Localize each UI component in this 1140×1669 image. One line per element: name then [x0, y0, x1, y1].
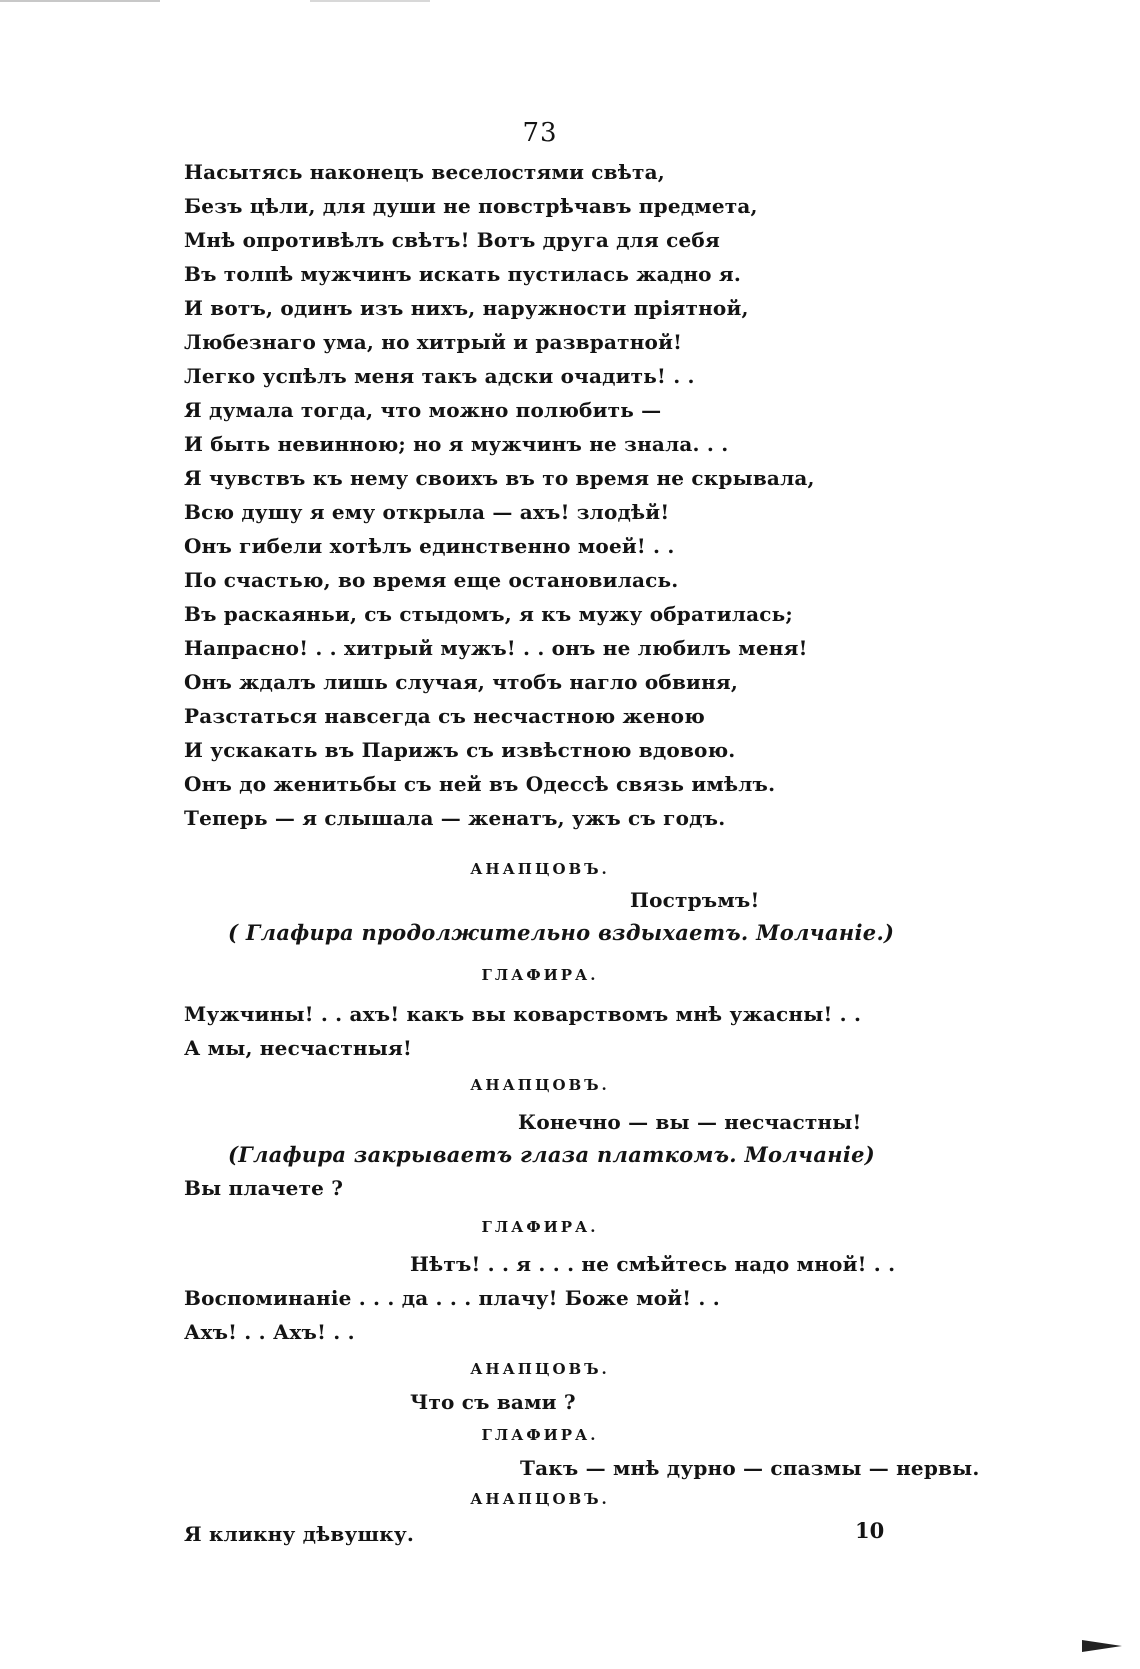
verse-line: Теперь — я слышала — женатъ, ужъ съ годъ. [184, 806, 726, 830]
speaker-heading: АНАПЦОВЪ. [470, 860, 610, 878]
verse-line: По счастью, во время еще остановилась. [184, 568, 679, 592]
page-corner-mark [1082, 1640, 1122, 1652]
verse-line: Мнѣ опротивѣлъ свѣтъ! Вотъ друга для себя [184, 228, 720, 252]
verse-line: Онъ до женитьбы съ ней въ Одессѣ связь имѣлъ. [184, 772, 776, 796]
verse-line: Насытясь наконецъ веселостями свѣта, [184, 160, 665, 184]
speech-line: Я кликну дѣвушку. [184, 1522, 415, 1546]
verse-line: И ускакать въ Парижъ съ извѣстною вдовою. [184, 738, 736, 762]
verse-line: Напрасно! . . хитрый мужъ! . . онъ не любилъ меня! [184, 636, 808, 660]
verse-line: Въ раскаяньи, съ стыдомъ, я къ мужу обратилась; [184, 602, 793, 626]
verse-line: Я чувствъ къ нему своихъ въ то время не скрывала, [184, 466, 815, 490]
verse-line: Любезнаго ума, но хитрый и развратной! [184, 330, 683, 354]
verse-line: И быть невинною; но я мужчинъ не знала. . . [184, 432, 729, 456]
speaker-heading: АНАПЦОВЪ. [470, 1076, 610, 1094]
speech-line: Ахъ! . . Ахъ! . . [184, 1320, 355, 1344]
speech-line: Вы плачете ? [184, 1176, 344, 1200]
speaker-heading: ГЛАФИРА. [481, 1218, 599, 1236]
speech-line: Мужчины! . . ахъ! какъ вы коварствомъ мнѣ ужасны! . . [184, 1002, 862, 1026]
speaker-heading: ГЛАФИРА. [481, 1426, 599, 1444]
speaker-heading: ГЛАФИРА. [481, 966, 599, 984]
speech-line: Конечно — вы — несчастны! [518, 1110, 862, 1134]
page-edge-rule [310, 0, 430, 2]
verse-line: Безъ цѣли, для души не повстрѣчавъ предмета, [184, 194, 758, 218]
page-number: 73 [522, 118, 558, 148]
stage-direction: ( Глафира продолжительно вздыхаетъ. Молчаніе.) [228, 920, 895, 945]
speech-line: Такъ — мнѣ дурно — спазмы — нервы. [520, 1456, 980, 1480]
signature-mark: 10 [855, 1518, 885, 1543]
verse-line: Онъ гибели хотѣлъ единственно моей! . . [184, 534, 675, 558]
verse-line: Всю душу я ему открыла — ахъ! злодѣй! [184, 500, 670, 524]
verse-line: Въ толпѣ мужчинъ искать пустилась жадно я. [184, 262, 742, 286]
stage-direction: (Глафира закрываетъ глаза платкомъ. Молчаніе) [228, 1142, 876, 1167]
verse-line: Легко успѣлъ меня такъ адски очадить! . . [184, 364, 695, 388]
verse-line: Разстаться навсегда съ несчастною женою [184, 704, 705, 728]
speech-line: Что съ вами ? [410, 1390, 576, 1414]
speech-line: Нѣтъ! . . я . . . не смѣйтесь надо мной! . . [410, 1252, 896, 1276]
speaker-heading: АНАПЦОВЪ. [470, 1360, 610, 1378]
speech-line: Постръмъ! [630, 888, 760, 912]
verse-line: Онъ ждалъ лишь случая, чтобъ нагло обвиня, [184, 670, 739, 694]
speech-line: А мы, несчастныя! [184, 1036, 412, 1060]
speaker-heading: АНАПЦОВЪ. [470, 1490, 610, 1508]
verse-line: И вотъ, одинъ изъ нихъ, наружности пріятной, [184, 296, 749, 320]
page-edge-rule [0, 0, 160, 2]
speech-line: Воспоминаніе . . . да . . . плачу! Боже мой! . . [184, 1286, 720, 1310]
verse-line: Я думала тогда, что можно полюбить — [184, 398, 662, 422]
